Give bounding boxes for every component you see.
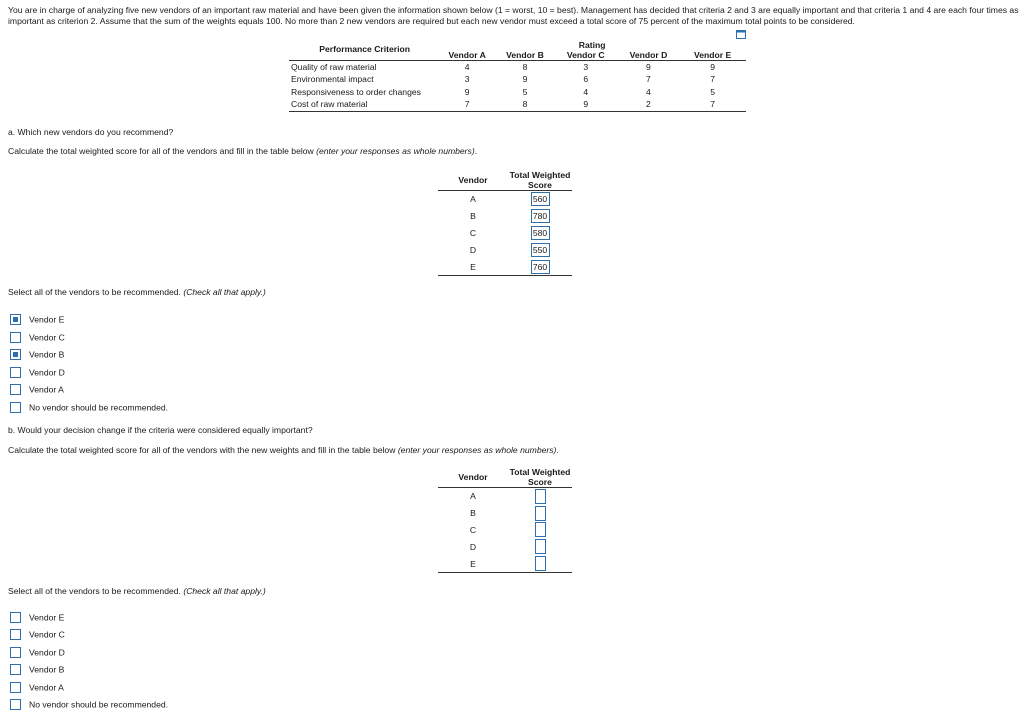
option-label: No vendor should be recommended. xyxy=(29,402,169,413)
problem-statement: You are in charge of analyzing five new vendors of an important raw material and have been given the information shown below (1 = worst, 10 = best). Management has decided that criteria 2 and 3 are equally important and that criteria 1 and 4 are each four times as important as criterion 2. Assume that the sum of the weights equals 100. No more than 2 new vendors are required but each new vendor must exceed a total score of 75 percent of the maximum total points to be considered. xyxy=(8,5,1019,26)
criterion-header: Performance Criterion xyxy=(289,38,438,61)
criterion-label: Quality of raw material xyxy=(291,62,377,72)
score-input-box[interactable] xyxy=(535,522,546,537)
rating-cell: 9 xyxy=(646,62,651,72)
score-input-box[interactable] xyxy=(535,489,546,504)
rating-cell: 9 xyxy=(464,86,470,97)
checkbox[interactable] xyxy=(10,699,21,710)
rating-header: Rating xyxy=(578,40,606,50)
table-row xyxy=(438,538,572,555)
part-b-option-vendor-a[interactable] xyxy=(10,680,64,694)
part-b-question: b. Would your decision change if the criteria were considered equally important? xyxy=(8,425,313,435)
checkbox[interactable] xyxy=(10,402,21,413)
checkbox[interactable] xyxy=(10,384,21,395)
vendor-cell: E xyxy=(438,258,508,275)
score-header-line2: Score xyxy=(528,180,552,190)
table-row xyxy=(438,225,572,242)
instruction-text: Calculate the total weighted score for all of the vendors and fill in the table below xyxy=(8,146,317,156)
instruction-emphasis: (enter your responses as whole numbers) xyxy=(397,445,557,455)
table-row xyxy=(438,522,572,539)
part-a-option-vendor-a[interactable] xyxy=(10,382,64,396)
rating-cell: 3 xyxy=(464,74,470,85)
rating-cell: 7 xyxy=(679,98,746,111)
part-a-instruction xyxy=(8,146,477,156)
vendor-cell: B xyxy=(470,508,476,519)
vendor-cell: C xyxy=(469,227,477,238)
option-label: Vendor B xyxy=(29,349,65,360)
checkbox-checked[interactable] xyxy=(10,349,21,360)
score-answer-box[interactable]: 560 xyxy=(531,192,550,206)
rating-cell: 9 xyxy=(554,98,618,111)
instruction-text: Calculate the total weighted score for all of the vendors with the new weights and fill in the table below xyxy=(8,445,398,455)
part-b-select-prompt xyxy=(8,586,266,596)
checkbox-checked[interactable] xyxy=(10,314,21,325)
vendor-c-header: Vendor C xyxy=(554,50,618,61)
vendor-e-header: Vendor E xyxy=(679,50,746,61)
rating-cell: 5 xyxy=(522,86,528,97)
select-prompt-emphasis: (Check all that apply.) xyxy=(183,287,266,297)
part-b-option-vendor-c[interactable] xyxy=(10,627,65,641)
rating-cell: 7 xyxy=(438,98,496,111)
score-header-line1: Total Weighted xyxy=(509,170,571,180)
checkbox[interactable] xyxy=(10,612,21,623)
option-label: Vendor D xyxy=(29,367,65,378)
option-label: Vendor A xyxy=(29,682,64,693)
part-a-option-vendor-b[interactable] xyxy=(10,347,64,361)
score-answer-box[interactable]: 550 xyxy=(531,243,550,257)
option-label: Vendor A xyxy=(29,384,64,395)
table-row xyxy=(438,191,572,208)
checkbox[interactable] xyxy=(10,647,21,658)
option-label: Vendor E xyxy=(29,314,65,325)
option-label: Vendor E xyxy=(29,612,65,623)
rating-cell: 9 xyxy=(710,62,716,72)
score-input-box[interactable] xyxy=(535,556,546,571)
score-answer-box[interactable]: 580 xyxy=(531,226,550,240)
rating-cell: 6 xyxy=(583,74,589,85)
checkbox[interactable] xyxy=(10,332,21,343)
vendor-cell: C xyxy=(469,524,477,535)
part-b-option-vendor-b[interactable] xyxy=(10,662,64,676)
part-a-option-none[interactable] xyxy=(10,400,168,414)
table-row xyxy=(438,555,572,572)
option-label: No vendor should be recommended. xyxy=(29,699,169,710)
select-prompt-emphasis: (Check all that apply.) xyxy=(183,586,266,596)
part-a-option-vendor-e[interactable] xyxy=(10,312,64,326)
criterion-label: Responsiveness to order changes xyxy=(291,86,421,97)
score-input-box[interactable] xyxy=(535,539,546,554)
part-b-instruction xyxy=(8,445,559,455)
score-header-line2: Score xyxy=(528,477,552,487)
rating-cell: 2 xyxy=(618,98,680,111)
score-answer-box[interactable]: 760 xyxy=(531,260,550,274)
table-row xyxy=(289,98,746,111)
vendor-cell: A xyxy=(470,491,476,502)
rating-cell: 8 xyxy=(496,98,554,111)
rating-cell: 3 xyxy=(583,62,589,72)
vendor-cell: E xyxy=(438,555,508,572)
score-input-box[interactable] xyxy=(535,506,546,521)
vendor-cell: D xyxy=(469,244,477,255)
checkbox[interactable] xyxy=(10,682,21,693)
instruction-end: . xyxy=(556,445,559,455)
rating-table xyxy=(289,38,746,112)
vendor-a-header: Vendor A xyxy=(438,50,496,61)
table-row xyxy=(438,258,572,275)
vendor-d-header: Vendor D xyxy=(618,50,680,61)
vendor-header: Vendor xyxy=(438,170,508,191)
table-row xyxy=(289,86,746,98)
rating-cell: 8 xyxy=(522,62,528,72)
part-b-option-vendor-e[interactable] xyxy=(10,610,64,624)
vendor-cell: B xyxy=(470,211,476,222)
table-row xyxy=(289,61,746,74)
score-answer-box[interactable]: 780 xyxy=(531,209,550,223)
instruction-end: . xyxy=(474,146,478,156)
part-b-option-vendor-d[interactable] xyxy=(10,645,65,659)
table-row xyxy=(438,488,572,505)
score-header-line1: Total Weighted xyxy=(509,467,571,477)
part-a-score-table xyxy=(438,170,572,276)
part-a-option-vendor-c[interactable] xyxy=(10,330,65,344)
part-a-option-vendor-d[interactable] xyxy=(10,365,65,379)
score-header xyxy=(508,467,572,488)
criterion-label: Cost of raw material xyxy=(289,98,438,111)
table-row xyxy=(438,505,572,522)
instruction-emphasis: (enter your responses as whole numbers) xyxy=(316,146,475,156)
rating-cell: 7 xyxy=(646,74,651,85)
criterion-label: Environmental impact xyxy=(291,74,374,85)
part-b-score-table xyxy=(438,467,572,573)
vendor-header: Vendor xyxy=(438,467,508,488)
option-label: Vendor C xyxy=(29,629,65,640)
option-label: Vendor B xyxy=(29,664,65,675)
rating-cell: 4 xyxy=(464,62,470,72)
vendor-cell: A xyxy=(470,194,476,205)
rating-cell: 5 xyxy=(710,86,716,97)
score-header xyxy=(508,170,572,191)
option-label: Vendor C xyxy=(29,332,65,343)
select-prompt-text: Select all of the vendors to be recommended. xyxy=(8,287,184,297)
rating-cell: 9 xyxy=(522,74,528,85)
table-row xyxy=(289,73,746,85)
vendor-cell: D xyxy=(469,541,477,552)
checkbox[interactable] xyxy=(10,664,21,675)
rating-cell: 4 xyxy=(646,86,651,97)
rating-cell: 7 xyxy=(710,74,716,85)
part-b-option-none[interactable] xyxy=(10,697,168,711)
rating-cell: 4 xyxy=(583,86,589,97)
part-a-select-prompt xyxy=(8,287,266,297)
option-label: Vendor D xyxy=(29,647,65,658)
table-row xyxy=(438,208,572,225)
checkbox[interactable] xyxy=(10,367,21,378)
table-row xyxy=(438,241,572,258)
vendor-b-header: Vendor B xyxy=(496,50,554,61)
part-a-question: a. Which new vendors do you recommend? xyxy=(8,127,174,137)
select-prompt-text: Select all of the vendors to be recommended. xyxy=(8,586,184,596)
checkbox[interactable] xyxy=(10,629,21,640)
